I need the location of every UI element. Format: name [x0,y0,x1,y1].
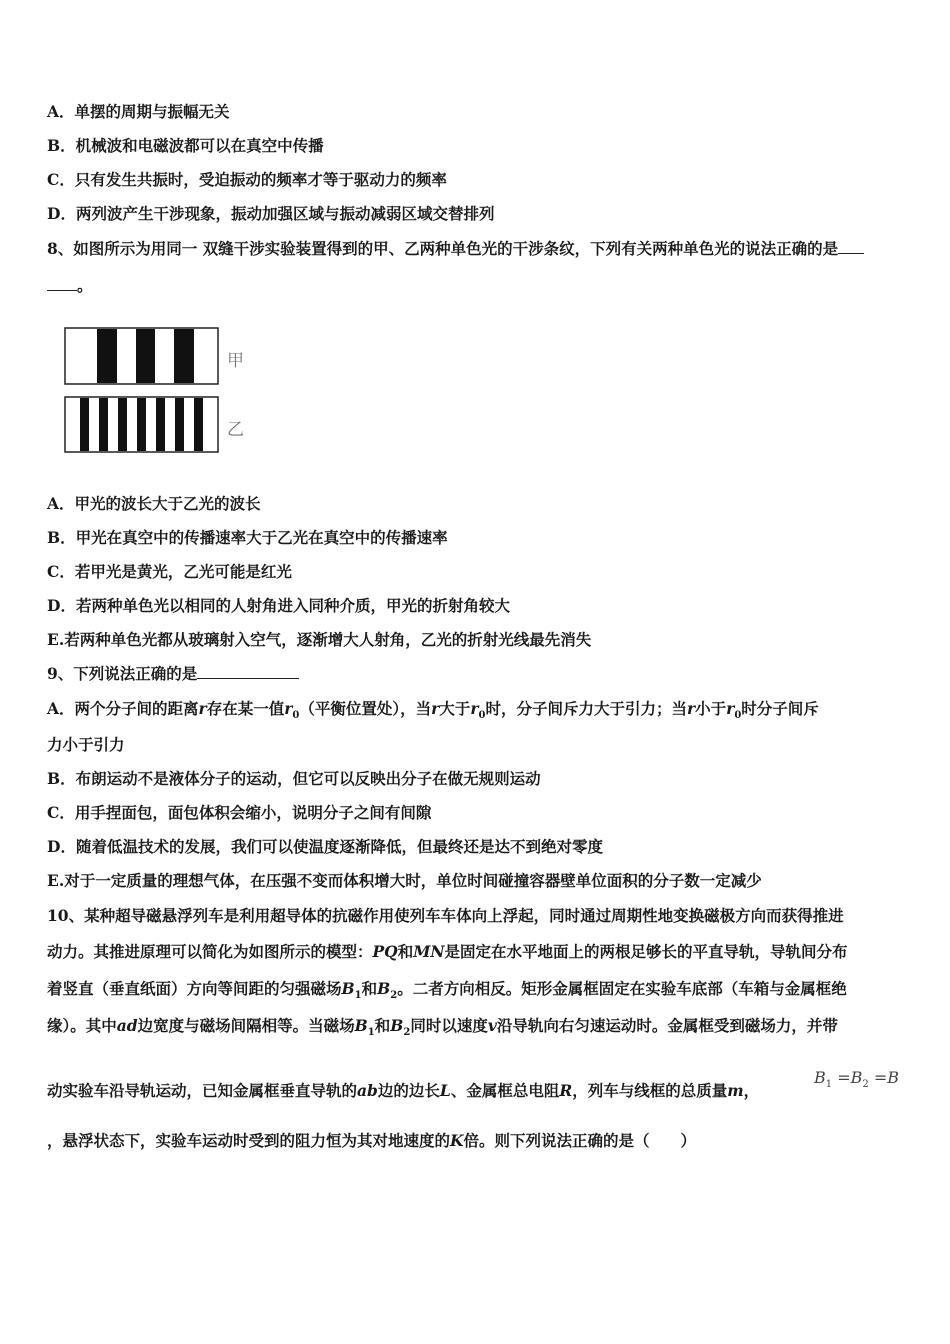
q10-line-4 [47,1016,838,1043]
q10-line-1: 10、某种超导磁悬浮列车是利用超导体的抗磁作用使列车车体向上浮起，同时通过周期性地变换磁极方向而获得推进 [47,906,844,925]
q8-option-d: D．若两种单色光以相同的人射角进入同种介质，甲光的折射角较大 [47,596,510,615]
var-mn: MN [413,942,445,961]
q7-option-b: B．机械波和电磁波都可以在真空中传播 [47,136,324,155]
sub-2: 2 [390,990,398,1002]
var-r: r [198,699,207,718]
label-jia: 甲 [227,351,244,371]
q9-a-part: A．两个分子间的距离 [47,699,199,718]
q10-text: 。二者方向相反。矩形金属框固定在实验车底部（车箱与金属框绝 [397,979,847,998]
q10-text: 同时以速度 [410,1016,488,1035]
var-r: r [686,699,696,718]
q9-a-part: 大于 [439,699,471,718]
q10-text: 和 [374,1016,391,1035]
eq-sub-2: 2 [862,1079,869,1091]
yi-dark-fringe [80,398,89,451]
eq-sub-1: 1 [825,1079,833,1091]
yi-dark-fringe [156,398,165,451]
eq-b: B [814,1068,826,1087]
q9-option-e: E.对于一定质量的理想气体，在压强不变而体积增大时，单位时间碰撞容器壁单位面积的分子数一定减少 [47,871,762,890]
q8-answer-blank-1 [838,239,864,254]
q10-text: 边的边长 [377,1081,440,1100]
q8-stem-tail: 。 [77,276,93,295]
q10-text: 和 [361,979,378,998]
var-r-resistance: R [559,1081,573,1100]
q9-stem-text: 9、下列说法正确的是 [47,664,198,683]
var-m: m [727,1081,744,1100]
q8-stem-text: 8、如图所示为用同一 双缝干涉实验装置得到的甲、乙两种单色光的干涉条纹，下列有关两种单色光的说法正确的是 [47,239,839,258]
sub-1: 1 [354,990,362,1002]
q10-text: 倍。则下列说法正确的是（ ） [463,1131,697,1150]
q10-text: 、金属框总电阻 [450,1081,560,1100]
q10-line-3 [47,979,847,1006]
jia-dark-fringe [174,329,194,383]
q7-option-d: D．两列波产生干涉现象，振动加强区域与振动减弱区域交替排列 [47,204,495,223]
q9-answer-blank [197,664,299,679]
q7-option-c: C．只有发生共振时，受迫振动的频率才等于驱动力的频率 [47,170,447,189]
q10-text: 缘）。其中 [47,1016,117,1035]
var-b: B [341,979,355,998]
q10-text: ，悬浮状态下，实验车运动时受到的阻力恒为其对地速度的 [47,1131,451,1150]
q10-line-2 [47,942,848,962]
q8-option-c: C．若甲光是黄光，乙光可能是红光 [47,562,292,581]
eq-b: B [850,1068,863,1087]
sub-zero: 0 [734,710,742,722]
sub-zero: 0 [292,710,300,722]
q9-option-b: B．布朗运动不是液体分子的运动，但它可以反映出分子在做无规则运动 [47,769,541,788]
sub-zero: 0 [478,710,486,722]
q9-stem [47,664,299,684]
q8-option-e: E.若两种单色光都从玻璃射入空气，逐渐增大人射角，乙光的折射光线最先消失 [47,630,592,649]
jia-dark-fringe [97,329,117,383]
q8-option-a: A．甲光的波长大于乙光的波长 [47,494,261,513]
q10-text: ， [743,1081,760,1100]
sub-2: 2 [403,1027,411,1039]
q9-a-part: 时，分子间斥力大于引力；当 [485,699,687,718]
jia-dark-fringe [136,329,155,383]
sub-1: 1 [367,1027,375,1039]
var-b: B [390,1016,404,1035]
q9-option-d: D．随着低温技术的发展，我们可以使温度逐渐降低，但最终还是达不到绝对零度 [47,837,603,856]
var-b: B [377,979,391,998]
var-l: L [439,1081,451,1100]
q10-text: 着竖直（垂直纸面）方向等间距的匀强磁场 [47,979,342,998]
q8-stem-cont [47,276,93,296]
q10-text: 是固定在水平地面上的两根足够长的平直导轨，导轨间分布 [444,942,848,961]
eq-equals: = [868,1068,888,1087]
q9-option-c: C．用手捏面包，面包体积会缩小，说明分子之间有间隙 [47,803,432,822]
var-k: K [450,1131,464,1150]
q7-option-a: A．单摆的周期与振幅无关 [47,102,230,121]
var-r: r [431,699,440,718]
q9-a-part: 时分子间斥 [741,699,819,718]
q10-text: 和 [397,942,414,961]
eq-equals: = [832,1068,851,1087]
interference-fringes-figure [64,326,264,456]
equation-b1-b2-b [814,1068,899,1090]
yi-dark-fringe [99,398,108,451]
yi-dark-fringe [137,398,146,451]
var-pq: PQ [372,942,398,961]
q8-answer-blank-2 [47,276,77,291]
var-r0: r [726,699,735,718]
q9-option-a-cont: 力小于引力 [47,735,125,754]
yi-dark-fringe [194,398,203,451]
q10-text: 动力。其推进原理可以简化为如图所示的模型： [47,942,373,961]
q10-text: ，列车与线框的总质量 [572,1081,728,1100]
var-r0: r [470,699,479,718]
var-v: v [487,1016,497,1035]
label-yi: 乙 [227,420,244,440]
q9-option-a [47,699,819,726]
q10-line-5 [47,1081,759,1101]
var-ab: ab [357,1081,378,1100]
q9-a-part: （平衡位置处），当 [299,699,432,718]
q8-option-b: B．甲光在真空中的传播速率大于乙光在真空中的传播速率 [47,528,448,547]
yi-dark-fringe [118,398,127,451]
q10-text: 边宽度与磁场间隔相等。当磁场 [137,1016,355,1035]
eq-b: B [887,1068,900,1087]
q10-text: 动实验车沿导轨运动，已知金属框垂直导轨的 [47,1081,358,1100]
var-ad: ad [116,1016,138,1035]
q9-a-part: 小于 [695,699,727,718]
q8-stem [47,239,864,259]
q10-line-6 [47,1131,696,1151]
var-r0: r [284,699,293,718]
q9-a-part: 存在某一值 [206,699,285,718]
yi-dark-fringe [175,398,184,451]
q10-text: 沿导轨向右匀速运动时。金属框受到磁场力，并带 [496,1016,838,1035]
var-b: B [354,1016,368,1035]
